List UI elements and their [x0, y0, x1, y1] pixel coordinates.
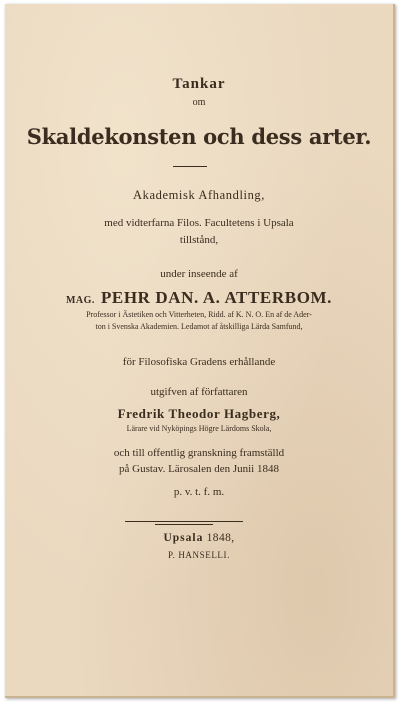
subtitle-line-4: under inseende af — [160, 268, 238, 280]
divider-long — [125, 521, 243, 522]
imprint-place-line — [5, 532, 393, 544]
divider-long-ornament — [155, 524, 213, 525]
subtitle-line-3: tillstånd, — [179, 234, 219, 246]
header-om: om — [192, 97, 206, 108]
subtitle-line-2: med vidterfarna Filos. Facultetens i Upsala — [104, 217, 294, 229]
defense-line-2: på Gustav. Lärosalen den Junii 1848 — [119, 463, 279, 475]
header-tankar: Tankar — [172, 76, 226, 92]
subtitle-line-1: Akademisk Afhandling, — [132, 188, 266, 202]
presider-desc-1: Professor i Ästetiken och Vitterheten, Ridd. af K. N. O. En af de Ader- — [86, 310, 312, 319]
presider-name-line — [5, 288, 393, 308]
imprint-printer: P. HANSELLI. — [168, 550, 230, 560]
presider-name: PEHR DAN. A. ATTERBOM. — [100, 288, 333, 307]
author-desc: Lärare vid Nyköpings Högre Lärdoms Skola, — [126, 424, 272, 433]
imprint-place: Upsala — [163, 532, 204, 544]
defense-line-1: och till offentlig granskning framställd — [113, 447, 285, 459]
author-name: Fredrik Theodor Hagberg, — [117, 406, 281, 421]
main-title: Skaldekonsten och dess arter. — [26, 124, 372, 149]
divider-short — [173, 166, 207, 167]
defense-line-3: p. v. t. f. m. — [173, 486, 225, 498]
body-line-1: för Filosofiska Gradens erhållande — [122, 356, 276, 368]
body-line-2: utgifven af författaren — [150, 386, 248, 398]
title-page — [5, 4, 395, 698]
presider-prefix: MAG. — [65, 295, 95, 306]
presider-desc-2: ton i Svenska Akademien. Ledamot af åtskilliga Lärda Samfund, — [95, 322, 303, 331]
imprint-year: 1848, — [206, 532, 235, 544]
